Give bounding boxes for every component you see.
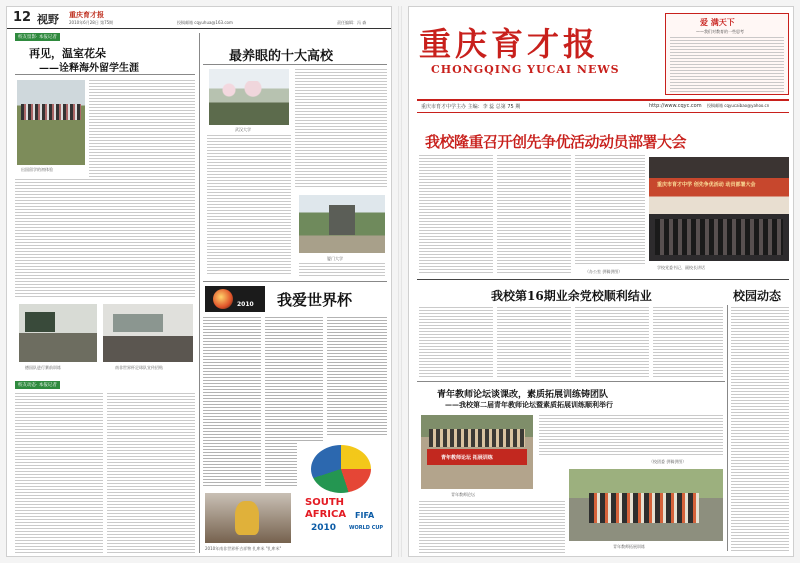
main-text-c xyxy=(575,155,645,265)
article2-text-a xyxy=(295,69,387,189)
banner-photo-text: 重庆市育才中学 创先争优活动 动员部署大会 xyxy=(657,182,756,188)
photo1-caption: 出国留学的初体验 xyxy=(21,167,53,172)
photo-caption-training: 青年教师拓展训练 xyxy=(613,544,645,549)
classroom-photo xyxy=(19,304,97,362)
contact-email: 投稿邮箱 cqyucaibao@yahoo.cn xyxy=(707,103,770,108)
campus-news-title: 校园动态 xyxy=(733,289,782,303)
world-cup-logo-year: 2010 xyxy=(237,301,254,308)
campus-news-text xyxy=(731,307,789,551)
issue-info: 重庆市育才中学主办 主编：李 蕊 总第 75 期 xyxy=(421,104,521,110)
date-line: 2010年6月28日 第75期 xyxy=(69,20,114,25)
world-cup-text: WORLD CUP xyxy=(349,525,384,531)
bottom-caption-1: 德国队进行赛前训练 xyxy=(25,365,61,370)
article1-title: 再见，温室花朵 xyxy=(29,47,106,60)
article2-title: 最养眼的十大高校 xyxy=(229,49,334,64)
main-photo-source: （办公室 供稿供图） xyxy=(585,269,623,274)
sidebar-subtitle: ——我们对教育的一些思考 xyxy=(696,29,744,34)
page-header xyxy=(7,7,392,29)
forum-banner: 青年教师论坛 拓展训练 xyxy=(441,455,493,461)
bottom-left-text-b xyxy=(107,393,195,555)
lecture-photo xyxy=(103,304,193,362)
mascot-photo xyxy=(205,493,291,543)
forum-group-photo xyxy=(421,415,533,489)
editor-name: 责任编辑：冯 森 xyxy=(337,20,367,25)
main-text-b xyxy=(497,155,571,275)
xiamen-university-photo xyxy=(299,195,385,253)
worldcup-text-c xyxy=(327,317,387,437)
fifa-logo-south: SOUTH xyxy=(305,497,345,508)
sidebar-title: 爱 满天下 xyxy=(700,17,735,27)
small-masthead: 重庆育才报 xyxy=(69,10,104,19)
campus-label-1: 武汉大学 xyxy=(235,127,251,132)
article1-text-b xyxy=(15,179,195,299)
outdoor-training-photo xyxy=(569,469,723,541)
article1-text-a xyxy=(89,80,195,178)
fifa-logo-year: 2010 xyxy=(311,523,337,533)
fifa-text: FIFA xyxy=(355,511,375,520)
headline-party-school: 我校第16期业余党校顺利结业 xyxy=(491,289,652,303)
headline-teacher-forum: 青年教师论坛谈课改，素质拓展训练铸团队 xyxy=(437,390,609,400)
wuhan-university-photo xyxy=(209,69,289,125)
article1-subtitle: ——诠释海外留学生涯 xyxy=(39,63,139,74)
world-cup-logo xyxy=(205,286,265,312)
editorial-sidebar xyxy=(665,13,789,95)
article2-text-b xyxy=(207,135,291,275)
fifa-world-cup-logo xyxy=(297,441,385,545)
world-cup-title: 我爱世界杯 xyxy=(277,291,353,309)
left-page xyxy=(6,6,392,557)
photo-caption-forum: 青年教师论坛 xyxy=(451,492,475,497)
mobilization-meeting-photo xyxy=(649,157,789,261)
main-headline: 我校隆重召开创先争优活动动员部署大会 xyxy=(425,133,687,151)
worldcup-text-a xyxy=(203,317,261,487)
study-abroad-photo xyxy=(17,80,85,165)
issue-bar xyxy=(417,99,789,113)
bottom-left-text-a xyxy=(15,393,103,555)
fifa-logo-africa: AFRICA xyxy=(305,509,347,520)
forum-source: （校团委 供稿供图） xyxy=(649,459,687,464)
masthead-english: CHONGQING YUCAI NEWS xyxy=(431,63,620,76)
main-text-a xyxy=(419,155,493,275)
website: http://www.cqyc.com xyxy=(649,103,702,109)
masthead-chinese: 重庆育才报 xyxy=(419,25,600,63)
bottom-left-tag: 校友动态· 本报记者 xyxy=(15,381,60,389)
subheadline-teacher-forum: ——我校第二届青年教师论坛暨素质拓展训练顺利举行 xyxy=(445,401,613,409)
center-fold xyxy=(398,6,402,557)
editor-email: 投稿邮箱 cqyuhua@163.com xyxy=(177,20,233,25)
page-number: 12 xyxy=(13,10,32,25)
campus-label-2: 厦门大学 xyxy=(327,256,343,261)
side-caption: 学校党委书记、副校长讲话 xyxy=(657,265,705,270)
bottom-caption-2: 南非世界杯足球队宣传招贴 xyxy=(115,365,163,370)
article1-tag: 校友留影· 本报记者 xyxy=(15,33,60,41)
section-name: 视野 xyxy=(37,13,59,26)
mascot-caption: 2010年南非世界杯吉祥物 扎库米 "扎库米" xyxy=(205,546,282,551)
right-page xyxy=(408,6,794,557)
